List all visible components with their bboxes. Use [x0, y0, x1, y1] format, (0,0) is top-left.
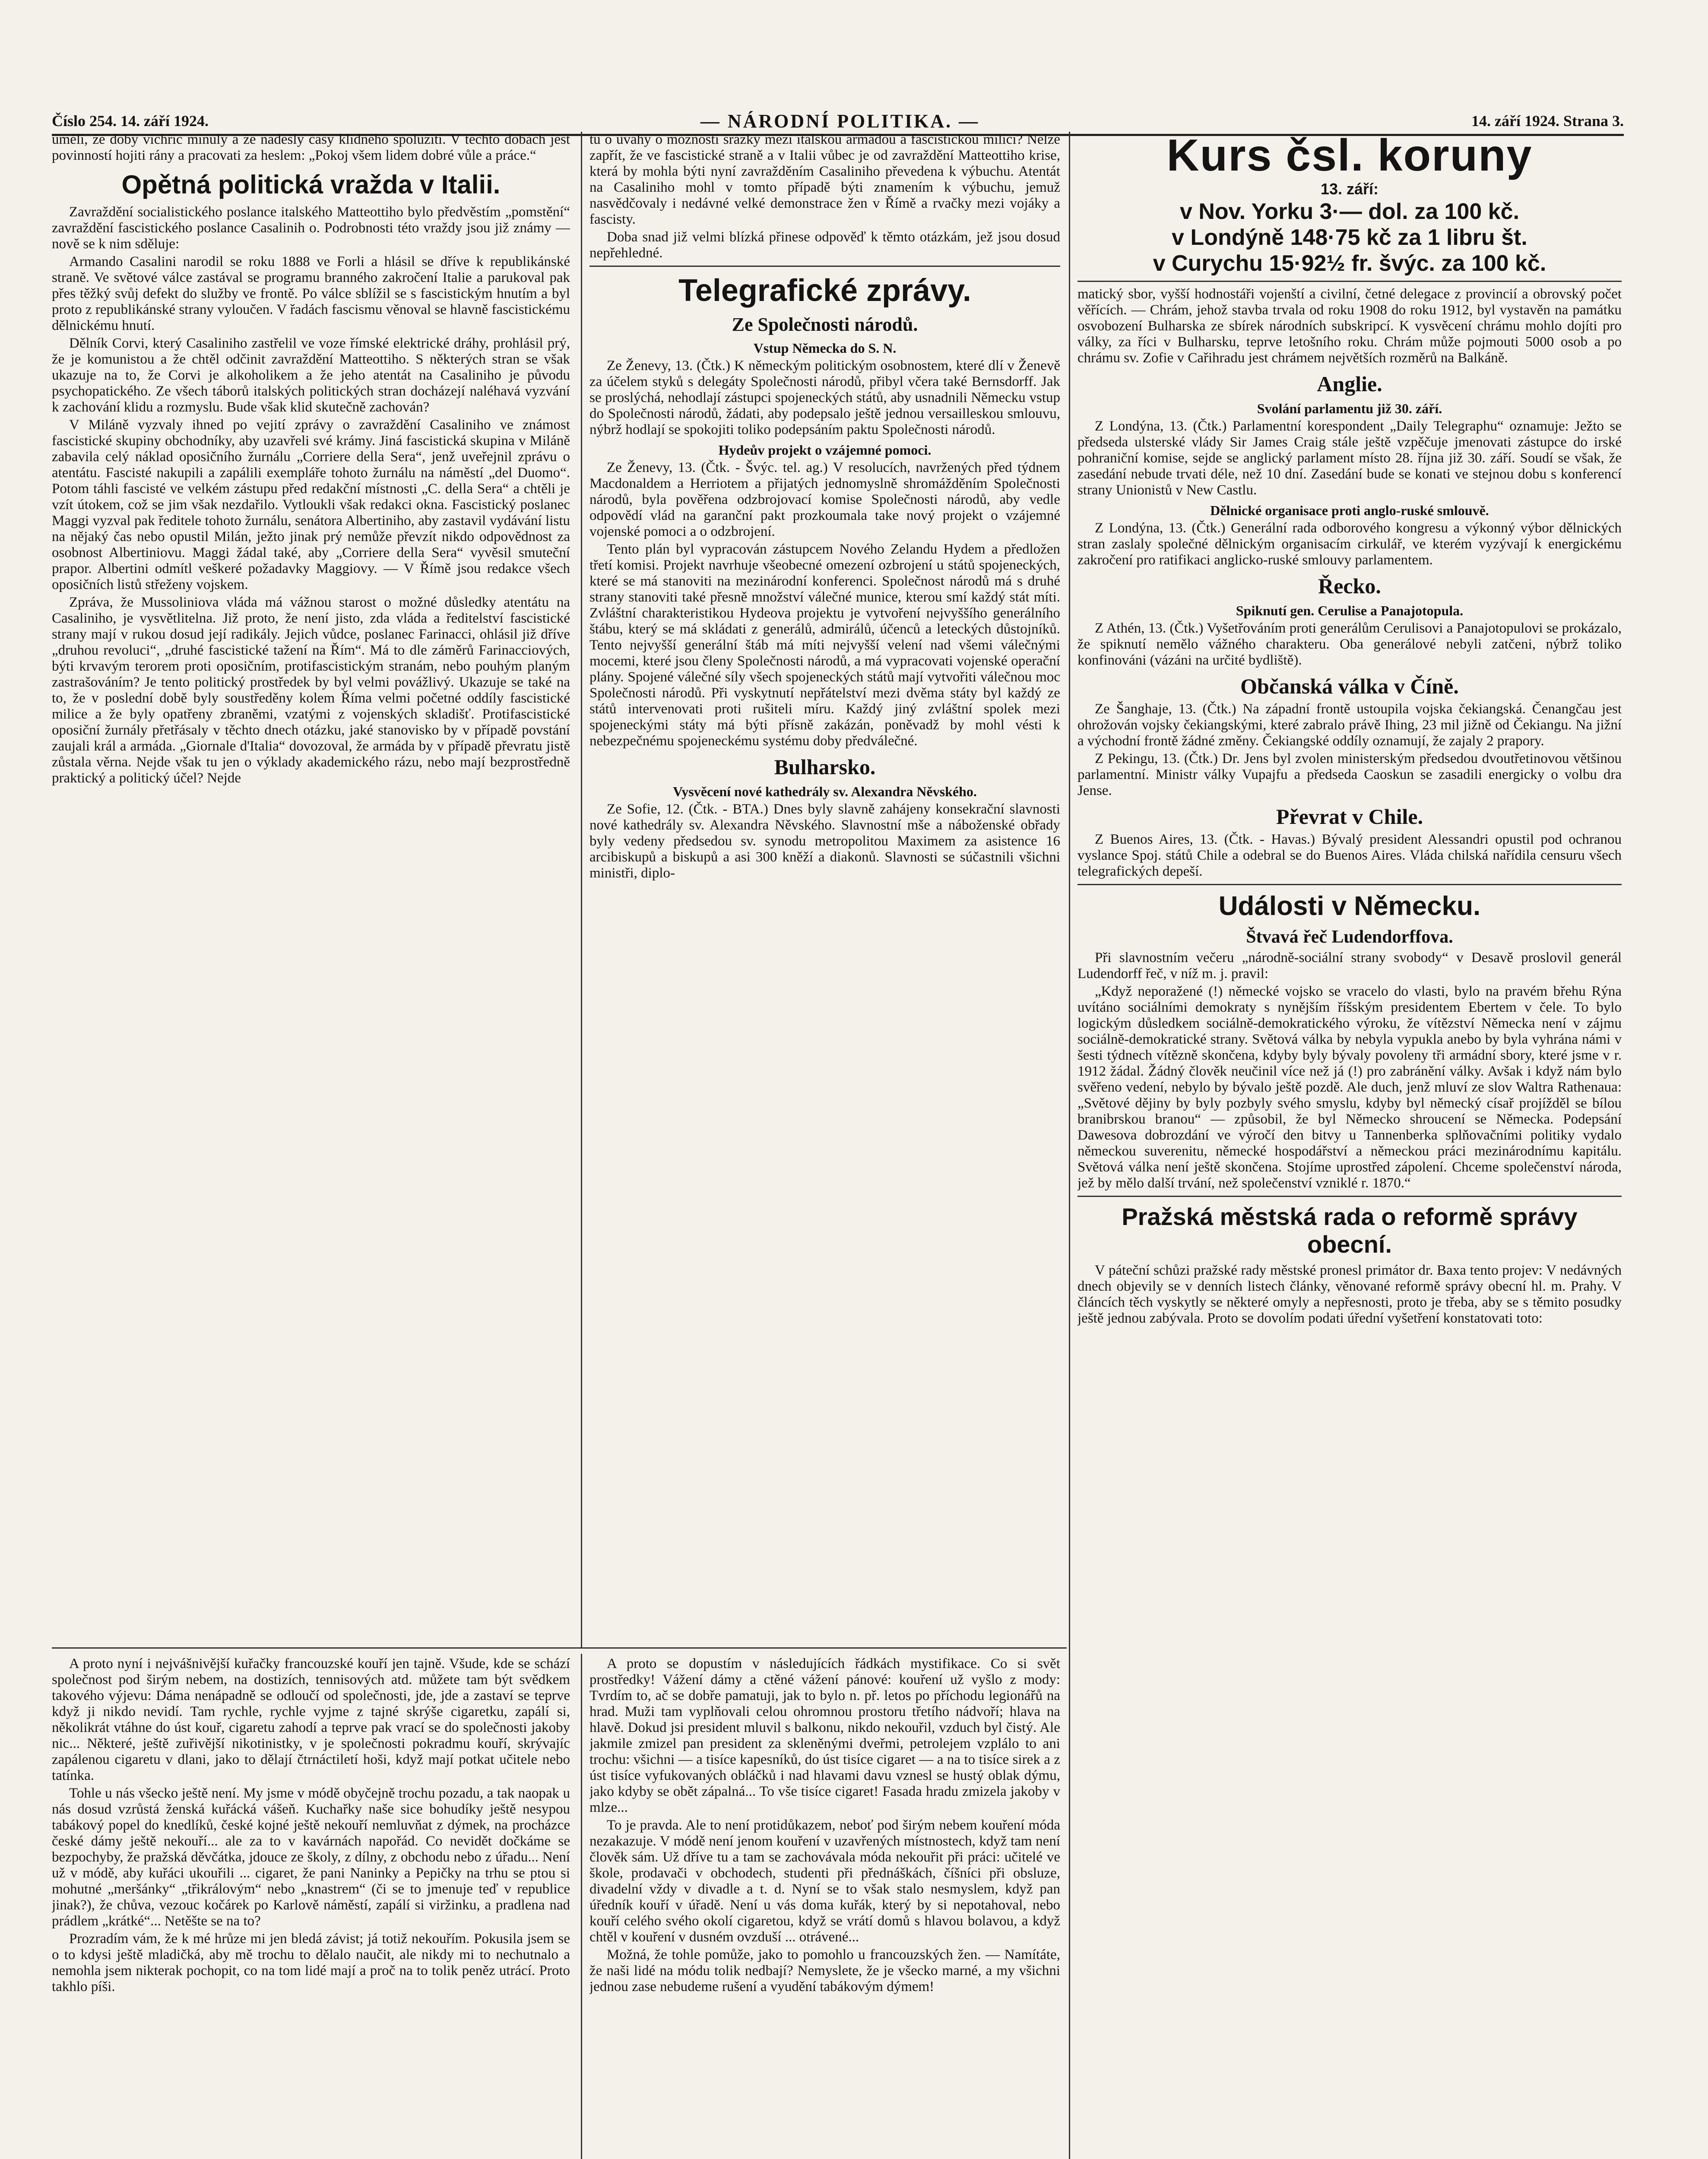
currency-title: Kurs čsl. koruny — [1166, 132, 1533, 180]
col1-intro: uměli, že doby vichřic minuly a že nadešly časy klidného spolužití. V těchto dobách jest povinností hojiti rány a pracovati za heslem: „Pokoj všem lidem dobré vůle a práce.“ — [52, 132, 570, 163]
article-paragraph: Zavraždění socialistického poslance italského Matteottiho bylo předvěstím „pomstění“ zavraždění fascistického poslance Casalinih o. Podrobnosti této vraždy jsou již známy — nově se k nim sděluje: — [52, 204, 570, 252]
news-item: Ze Šanghaje, 13. (Čtk.) Na západní frontě ustoupila vojska čekiangská. Čenangčau jest ohrožován vojsky čekiangskými, které zabralo právě Ihing, 23 mil jižně od Čekiangu. Na jižní a východní frontě žádné změny. Čekiangské oddíly oznamují, že zajaly 2 prapory. — [1077, 701, 1622, 749]
subhead-league-of-nations: Ze Společnosti národů. — [732, 314, 918, 335]
col2-intro: tu o úvahy o možnosti srážky mezi italskou armádou a fascistickou milicí? Nelze zapřít, že ve fascistické straně a v Italii vůbec je od zavraždění Matteottiho krise, která by mohla býti nyní zavražděním Casaliniho převedena k výbuchu. Atentát na Casaliniho mohl v tomto případě býti znamením k výbuchu, jemuž nasvědčovaly i nedávné velké demonstrace žen v Římě a rvačky mezi vojáky a fascisty. — [589, 132, 1060, 227]
news-item: Z Athén, 13. (Čtk.) Vyšetřováním proti generálům Cerulisovi a Panajotopulovi se prokázalo, že spiknutí nemělo vážného charakteru. Oba generálové nebyli zatčeni, nýbrž toliko konfinováni (vázáni na určité bydliště). — [1077, 620, 1622, 668]
column-rule-bottom — [581, 1654, 582, 2159]
column-2 — [589, 132, 1060, 1645]
currency-box — [1077, 132, 1622, 276]
feuilleton-paragraph: A proto nyní i nejvášnivější kuřačky francouzské kouří jen tajně. Všude, kde se schází společnost pod širým nebem, na dostizích, tennisových atd. můžete tam být svědkem takového výjevu: Dáma nenápadně se odloučí od společnosti, jde, jde a zastaví se teprve když ji nikdo nevidí. Tam rychle, rychle vyjme z tajné skrýše cigaretku, zapálí si, několikrát vtáhne do úst kouř, cigaretu zahodí a teprve pak vrací se do společnosti jakoby nic... Některé, ještě zuřivější nikotinistky, v je společnosti pokradmu kouří, skrývajíc zapálenou cigaretu v dlani, jako to dělají čtrnáctiletí hoši, když mají potkat učitele nebo tatínka. — [52, 1656, 570, 1783]
feuilleton-paragraph: Prozradím vám, že k mé hrůze mi jen bledá závist; já totiž nekouřím. Pokusila jsem se o to kdysi ještě mladičká, aby mě trochu to dělalo naučit, ale nikdy mi to nechutnalo a nemohla jsem nikterak pochopit, co na tom lidé mají a proč na to tolik peněz utrácí. Proto takhlo píši. — [52, 1931, 570, 1994]
news-item: Z Buenos Aires, 13. (Čtk. - Havas.) Bývalý president Alessandri opustil pod ochranou vyslance Spoj. států Chile a odebral se do Buenos Aires. Vláda chilská nařídila censuru všech telegrafických depeší. — [1077, 832, 1622, 879]
column-1 — [52, 132, 570, 1645]
currency-rate-newyork: v Nov. Yorku 3·— dol. za 100 kč. — [1179, 199, 1520, 224]
news-item: Z Pekingu, 13. (Čtk.) Dr. Jens byl zvolen ministerským předsedou dvoutřetinovou většinou parlamentní. Ministr války Vupajfu a předseda Caoskun se zasadili energicky o volbu dra Jense. — [1077, 751, 1622, 798]
news-item: „Když neporažené (!) německé vojsko se vracelo do vlasti, bylo na pravém břehu Rýna uvítáno sociálními demokraty s nynějším říšským presidentem Ebertem v čele. To bylo logickým důsledkem sociálně-demokratického výroku, že vítězství Německa není v zájmu sociálně-demokratické strany. Světová válka by nebyla vypukla anebo by byla vyhrána námi v šesti týdnech vítězně skončena, kdyby byly bývaly povoleny tři armádní sbory, které jsme v r. 1912 žádal. Žádný člověk neučinil více než já (!) pro zabránění války. Avšak i když nám bylo svěřeno vedení, nebylo by bývalo ještě pozdě. Ale duch, jenž mluví ze slov Waltra Rathenaua: „Světové dějiny by byly pozbyly svého smyslu, kdyby byl německý císař projížděl se bílou branibrskou branou“ — způsobil, že byl Německo shroucení se Německa. Podepsání Dawesova dobrozdání ve výročí den bitvy u Tannenberka splňovačními politiky vydalo německou suverenitu, německé hospodářství a německou práci mezinárodnímu kapitálu. Světová válka není ještě skončena. Stojíme uprostřed zápolení. Chceme společenství národa, jež by mělo další trvání, než společenství vzniklé r. 1870.“ — [1077, 984, 1622, 1191]
subhead-germany-entry: Vstup Německa do S. N. — [753, 340, 897, 356]
news-item: Tento plán byl vypracován zástupcem Nového Zelandu Hydem a předložen třetí komisi. Projekt navrhuje všeobecné omezení ozbrojení u států spojeneckých, které se má stanoviti na mezinárodní konferenci. Společnost národů má s druhé strany stanoviti také přesně množství válečné munice, kterou smí každý stát míti. Zvláštní charakteristikou Hydeova projektu je vytvoření nejvyššího generálního štábu, který se má skládati z generálů, admirálů, účenců a leteckých důstojníků. Tento nejvyšší generální štáb má míti nejvyšší velení nad všemi válečnými mocemi, které jsou členy Společnosti národů, a má vypracovati vojenské operační plány. Spojené válečné síly všech spojeneckých států mají vytvořiti válečnou moc Společnosti národů. Při vyskytnutí nepřátelství mezi dvěma státy byl každý ze států intervenovati proti rušiteli míru. Každý jiný zvláštní spolek mezi spojeneckými státy má býti přísně zakázán, poněvadž by mohl vésti k nebezpečnému spojeneckému systému doby předválečné. — [589, 541, 1060, 749]
subhead-greece: Řecko. — [1318, 574, 1381, 598]
subhead-england: Anglie. — [1317, 372, 1382, 396]
masthead-title: — NÁRODNÍ POLITIKA. — — [700, 110, 980, 132]
header-left: Číslo 254. 14. září 1924. — [52, 112, 209, 130]
news-item: V páteční schůzi pražské rady městské pronesl primátor dr. Baxa tento projev: V nedávných dnech objevily se v denních listech články, věnované reformě správy obecní hl. m. Prahy. V článcích těch vyskytly se některé omyly a nepřesnosti, proto je třeba, aby se s těmito posudky ještě jednou zabývala. Proto se dovolím podati úřední vyšetření konstatovati toto: — [1077, 1263, 1622, 1326]
feuilleton-paragraph: Možná, že tohle pomůže, jako to pomohlo u francouzských žen. — Namítáte, že naši lidé na módu tolik nedbají? Nemyslete, že je všecko marné, a my všichni jednou zase nebudeme rušení a vyudění tabákovým dýmem! — [589, 1947, 1060, 1994]
subhead-bulgaria: Bulharsko. — [774, 755, 876, 779]
subhead-hyde-project: Hydeův projekt o vzájemné pomoci. — [718, 442, 932, 458]
header-right: 14. září 1924. Strana 3. — [1471, 112, 1624, 130]
currency-rate-london: v Londýně 148·75 kč za 1 libru št. — [1172, 225, 1527, 250]
col2-outro: Doba snad již velmi blízká přinese odpověď k těmto otázkám, jež jsou dosud nepřehledné. — [589, 229, 1060, 261]
news-item: Ze Sofie, 12. (Čtk. - BTA.) Dnes byly slavně zahájeny konsekrační slavnosti nové kathedrály sv. Alexandra Něvského. Slavnostní mše a náboženské obřady byly vedeny předsedou sv. synodu metropolitou Maximem za asistence 16 arcibiskupů a biskupů a asi 300 kněží a diakonů. Slavnosti se súčastnili všichni ministři, diplo- — [589, 801, 1060, 881]
subhead-parliament: Svolání parlamentu již 30. září. — [1257, 401, 1442, 416]
news-item: matický sbor, vyšší hodnostáři vojenští a civilní, četné delegace z provincií a obrovský počet věřících. — Chrám, jehož stavba trvala od roku 1908 do roku 1912, byl vystavěn na památku osvobození Bulharska ze sbírek národních subskripcí. K vysvěcení chrámu mohlo dojíti pro války, za říci v Bulharsku, teprve letošního roku. Chrám může pojmouti 5000 osob a po chrámu sv. Zofie v Cařihradu jest chrámem největších rozměrů na Balkáně. — [1077, 286, 1622, 366]
subhead-conspiracy: Spiknutí gen. Cerulise a Panajotopula. — [1236, 603, 1464, 618]
column-rule-1 — [581, 132, 582, 1647]
subhead-china: Občanská válka v Číně. — [1240, 674, 1459, 698]
feuilleton-paragraph: To je pravda. Ale to není protidůkazem, neboť pod širým nebem kouření móda nezakazuje. V módě není jenom kouření v uzavřených místnostech, když tam není člověk sám. Už dříve tu a tam se zachovávala móda nekouřit při práci: učitelé ve škole, prodavači v obchodech, studenti při přednáškách, číšníci při obsluze, divadelní vždy v divadle a t. d. Nyní se to však stalo nesmyslem, když pan úředník kouří v úřadě. Není u vás doma kuřák, který by si nepotahoval, nebo kouří celého svého okolí cigaretou, když se vrátí domů s hlavou bolavou, a když chtěl v kouření v dusném ovzduší ... otrávené... — [589, 1817, 1060, 1945]
news-item: Z Londýna, 13. (Čtk.) Parlamentní korespondent „Daily Telegraphu“ oznamuje: Ježto se předseda ulsterské vlády Sir James Craig stále ještě vzpěčuje jmenovati zástupce do irské pohraniční komise, sejde se anglický parlament místo 28. října již 30. září. Soudí se však, že zasedání nebude trvati déle, než 10 dní. Zasedání bude se konati ve stejnou dobu s konferencí strany Unionistů v New Castlu. — [1077, 418, 1622, 498]
news-item: Při slavnostním večeru „národně-sociální strany svobody“ v Desavě proslovil generál Ludendorff řeč, v níž m. j. pravil: — [1077, 950, 1622, 981]
headline-prague-council: Pražská městská rada o reformě správy obecní. — [1122, 1203, 1578, 1258]
feuilleton-middle — [589, 1656, 1060, 2159]
headline-telegraphic-news: Telegrafické zprávy. — [678, 273, 971, 308]
section-divider — [1077, 281, 1622, 282]
news-item: Ze Ženevy, 13. (Čtk. - Švýc. tel. ag.) V resolucích, navržených před týdnem Macdonaldem a Herriotem a přijatých jednomyslně shromážděním Společnosti národů, byla pověřena odzbrojovací komise Společnosti národů, aby vedle odpovědí vlád na garanční pakt prozkoumala take nový projekt o vzájemné vojenské pomoci a o odzbrojení. — [589, 460, 1060, 539]
article-paragraph: V Miláně vyzvaly ihned po vejití zprávy o zavraždění Casaliniho ve známost fascistické skupiny obchodníky, aby uzavřeli své krámy. Jiná fascistická skupina v Miláně zabavila celý náklad oposičního žurnálu „Corriere della Sera“, jenž uveřejnil zprávu o atentátu. Fascisté nakupili a zapálili exempláře tohoto žurnálu na náměstí „del Duomo“. Potom táhli fascisté ve velkém zástupu před redakční místnosti „C. della Sera“ a chtěli je vzít útokem, což se jim však nezdařilo. Vytloukli však redakci okna. Fascistický poslanec Maggi vyzval pak ředitele tohoto žurnálu, senátora Albertiniho, aby zastavil vydávání listu na nějaký čas nebo opustil Milán, ježto jinak prý nemůže převzít nikdo odpovědnost za osobnost Albertiniovu. Maggi žádal také, aby „Corriere della Sera“ vyvěsil smuteční prapor. Albertini odmítl veškeré požadavky Maggiovy. — V Římě jsou redakce všech oposičních listů střeženy vojskem. — [52, 417, 570, 592]
column-rule-2 — [1069, 132, 1070, 2159]
section-divider — [1077, 1196, 1622, 1197]
subhead-labour: Dělnické organisace proti anglo-ruské smlouvě. — [1210, 503, 1489, 518]
column-3 — [1077, 132, 1622, 2159]
news-item: Z Londýna, 13. (Čtk.) Generální rada odborového kongresu a výkonný výbor dělnických stran zaslaly společné dělnickým organisacím cirkulář, ve kterém vyzývají k energickému zakročení pro ratifikaci anglicko-ruské smlouvy parlamentem. — [1077, 520, 1622, 568]
headline-political-murder: Opětná politická vražda v Italii. — [121, 170, 501, 199]
section-divider — [1077, 884, 1622, 885]
news-item: Ze Ženevy, 13. (Čtk.) K německým politickým osobnostem, které dlí v Ženevě za účelem styků s delegáty Společnosti národů, přibyl včera také Bernsdorff. Jak se proslýchá, nehodlají zástupci spojeneckých států, aby usnadnili Německu vstup do Společnosti národů, žádati, aby podepsalo ještě jednou versailleskou smlouvu, nýbrž hodlají se spokojiti toliko podepsáním paktu Společnosti národů. — [589, 358, 1060, 437]
subhead-chile: Převrat v Chile. — [1276, 804, 1423, 829]
feuilleton-paragraph: A proto se dopustím v následujících řádkách mystifikace. Co si svět prostředky! Vážení dámy a ctěné vážení pánové: kouření už vyšlo z mody: Tvrdím to, ač se dobře pamatuji, jak to bylo n. př. letos po příchodu legionářů na hrad. Muži tam vyplňovali celou ohromnou prostoru třetího nádvoří; hlava na hlavě. Dokud jsi president mluvil s balkonu, nikdo nekouřil, vzduch byl čistý. Ale jakmile zmizel pan president za skleněnými dveřmi, petrolejem vzplálo to ani trochu: všichni — a tisíce kapesníků, do úst tisíce cigaret — a na to tisíce sirek a z úst tisíce vyfukovaných obláčků i nad hlavami davu vznesl se hustý oblak dýmu, jako kdyby se obět zápalná... To vše tisíce cigaret! Fasada hradu zmizela jakoby v mlze... — [589, 1656, 1060, 1815]
feuilleton-left — [52, 1656, 570, 2159]
headline-germany: Události v Německu. — [1218, 891, 1481, 921]
currency-rate-zurich: v Curychu 15·92½ fr. švýc. za 100 kč. — [1153, 251, 1546, 276]
article-paragraph: Zpráva, že Mussoliniova vláda má vážnou starost o možné důsledky atentátu na Casaliniho, je vysvětlitelna. Již proto, že není jisto, zda vláda a ředitelství fascistické strany mají v rukou dosud její radikály. Jejich vůdce, poslanec Farinacci, ohlásil již dříve „druhou revoluci“, „druhé fascistické tažení na Řím“. Má to dle záměrů Farinacciových, býti krvavým terorem proti oposičním, protifascistickým stranám, nebo pouhým planým zastrašováním? Je tento politický prostředek by byl velmi povážlivý. Ukazuje se také na to, že v poslední době byly soustředěny kolem Říma velmi početné oddíly fascistické milice a že byly opatřeny zbraněmi, vzatými z vojenských skladišť. Protifascistické oposiční žurnály přetřásaly v těchto dnech otázku, jaké stanovisko by v případě povstání zaujali král a armáda. „Giornale d'Italia“ dovozoval, že armáda by v případě převratu jistě zůstala věrna. Nejde však tu jen o výklady akademického rázu, nebo mají bezprostředně praktický a politický účel? Nejde — [52, 595, 570, 786]
subhead-ludendorff: Štvavá řeč Ludendorffova. — [1246, 927, 1453, 947]
feuilleton-paragraph: Tohle u nás všecko ještě není. My jsme v módě obyčejně trochu pozadu, a tak naopak u nás dosud vzrůstá ženská kuřácká vášeň. Kuchařky naše sice bohudíky ještě nesypou tabákový popel do knedlíků, české kojné ještě nekouří nemluvňat z dýmek, na procházce české dámy ještě nekouří... ale za to v kavárnách napořád. Co nevidět dočkáme se bezpochyby, že pražská děvčátka, jdouce ze školy, z dílny, z obchodu nebo z úřadu... Není už v módě, aby kuřáci ukouřili ... cigaret, že pani Naninky a Pepičky na trhu se ptou si mohutné „meršánky“ „třikrálovým“ nebo „knastrem“ (či se to jmenuje teď v republice jinak?), že chůva, vezouc kočárek po Karlově náměstí, zapálí si viržinku, a pradlena nad prádlem „krátké“... Netěšte se na to? — [52, 1785, 570, 1929]
article-paragraph: Dělník Corvi, který Casaliniho zastřelil ve voze římské elektrické dráhy, prohlásil prý, že je komunistou a že chtěl odčinit zavraždění Matteottiho. S některých stran se však ukazuje na to, že Corvi je alkoholikem a že jeho atentát na Casaliniho je původu psychopatického. Ze všech táborů italských politických stran docházejí naléhavá vyzvání k zachování klidu a rozmyslu. Bude však klid skutečně zachován? — [52, 336, 570, 415]
section-divider — [589, 266, 1060, 267]
subhead-cathedral: Vysvěcení nové kathedrály sv. Alexandra Něvského. — [673, 784, 977, 799]
currency-date: 13. září: — [1320, 180, 1379, 198]
article-paragraph: Armando Casalini narodil se roku 1888 ve Forli a hlásil se dříve k republikánské straně. Ve světové válce zastával se programu branného zakročení Italie a parukoval pak přes těžký svůj defekt do služby ve frontě. Po válce sblížil se s fascistickým hnutím a byl proto z republikánské strany vyloučen. V řadách fascismu věnoval se hlavně fascistickému dělnickému hnutí. — [52, 254, 570, 333]
feuilleton-divider — [52, 1647, 1067, 1649]
